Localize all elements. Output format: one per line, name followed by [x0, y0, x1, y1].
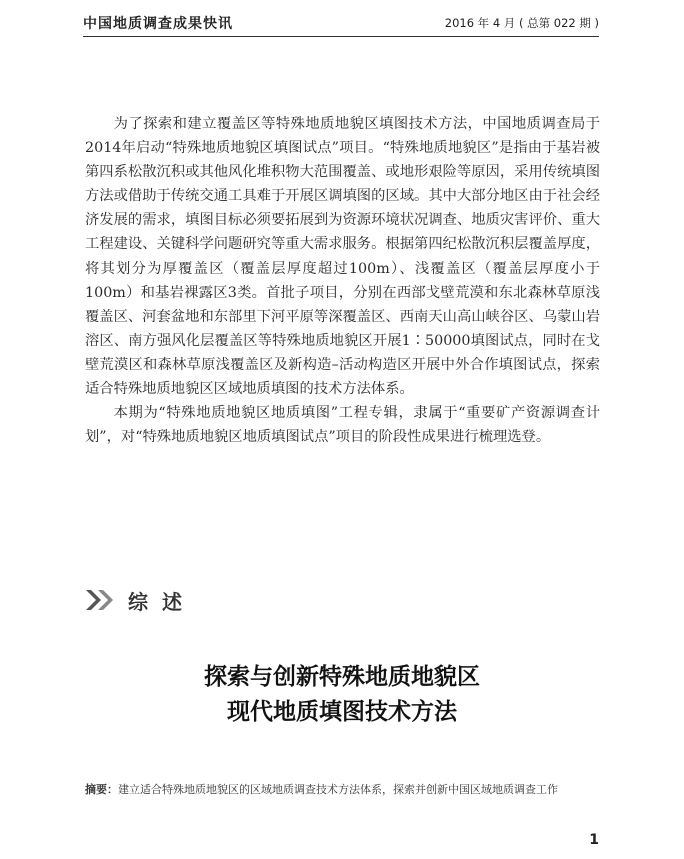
abstract-label: 摘要： — [85, 783, 118, 796]
intro-text — [85, 112, 600, 449]
section-heading — [84, 585, 196, 615]
double-chevron-icon — [84, 588, 118, 612]
running-header — [83, 8, 599, 37]
issue-date: 2016 年 4 月 ( 总第 022 期 ) — [444, 16, 599, 30]
article-title-line-2: 现代地质填图技术方法 — [227, 699, 457, 725]
section-title: 综述 — [128, 589, 196, 614]
page-number: 1 — [589, 832, 599, 848]
journal-name: 中国地质调查成果快讯 — [83, 16, 233, 32]
abstract — [85, 782, 605, 798]
article-title — [0, 660, 684, 730]
intro-paragraph-1: 为了探索和建立覆盖区等特殊地质地貌区填图技术方法，中国地质调查局于2014年启动“特殊地质地貌区填图试点”项目。“特殊地质地貌区”是指由于基岩被第四系松散沉积或其他风化堆积物大范围覆盖、或地形艰险等原因，采用传统填图方法或借助于传统交通工具难于开展区调填图的区域。其中大部分地区由于社会经济发展的需求，填图目标必须要拓展到为资源环境状况调查、地质灾害评价、重大工程建设、关键科学问题研究等重大需求服务。根据第四纪松散沉积层覆盖厚度，将其划分为厚覆盖区（覆盖层厚度超过100m）、浅覆盖区（覆盖层厚度小于100m）和基岩裸露区3类。首批子项目，分别在西部戈壁荒漠和东北森林草原浅覆盖区、河套盆地和东部里下河平原等深覆盖区、西南天山高山峡谷区、乌蒙山岩溶区、南方强风化层覆盖区等特殊地质地貌区开展1∶50000填图试点，同时在戈壁荒漠区和森林草原浅覆盖区及新构造–活动构造区开展中外合作填图试点，探索适合特殊地质地貌区区域地质填图的技术方法体系。 — [85, 116, 600, 398]
intro-paragraph-2: 本期为“特殊地质地貌区地质填图”工程专辑，隶属于“重要矿产资源调查计划”，对“特殊地质地貌区地质填图试点”项目的阶段性成果进行梳理选登。 — [85, 405, 600, 446]
article-title-line-1: 探索与创新特殊地质地貌区 — [204, 664, 480, 690]
abstract-text: 建立适合特殊地质地貌区的区域地质调查技术方法体系，探索并创新中国区域地质调查工作 — [118, 783, 558, 796]
